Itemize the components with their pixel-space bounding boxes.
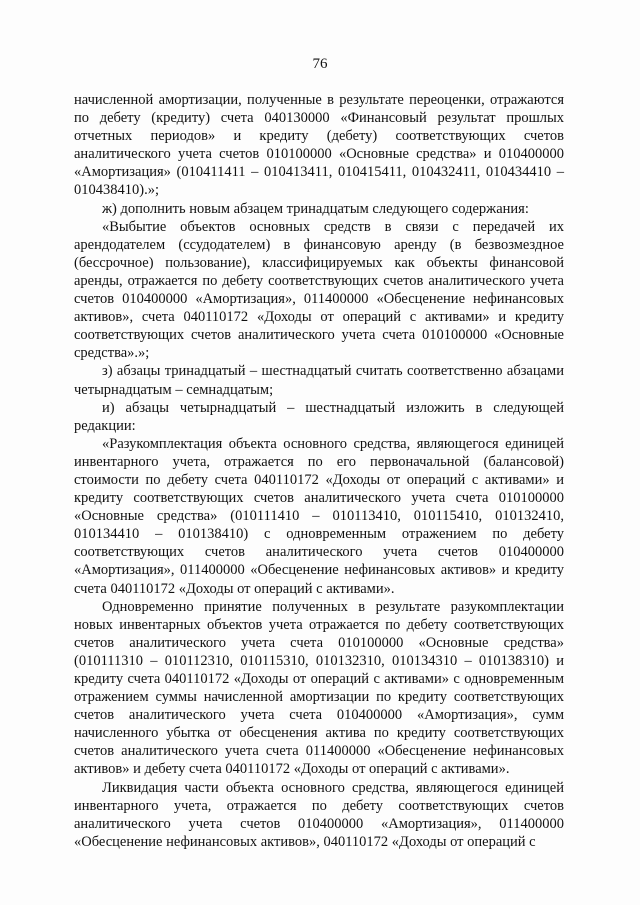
paragraph-quote-disposal: «Выбытие объектов основных средств в связи с передачей их арендодателем (ссудодателем) в финансовую аренду (в безвозмездное (бессрочное) пользование), классифицируемых как объекты финансовой аренды, отражается по дебету соответствующих счетов аналитического учета счетов 010400000 «Амортизация», 011400000 «Обесценение нефинансовых активов», счета 040110172 «Доходы от операций с активами» и кредиту соответствующих счетов аналитического учета счета 010100000 «Основные средства».»; [74, 218, 564, 362]
paragraph-simultaneous-acceptance: Одновременно принятие полученных в результате разукомплектации новых инвентарных объектов учета отражается по дебету соответствующих счетов аналитического учета счета 010100000 «Основные средства» (010111310 – 010112310, 010115310, 010132310, 010134310 – 010138310) и кредиту счета 040110172 «Доходы от операций с активами» с одновременным отражением суммы начисленной амортизации по кредиту соответствующих счетов аналитического учета счета 010400000 «Амортизация», сумм начисленного убытка от обесценения актива по кредиту соответствующих счетов аналитического учета счета 011400000 «Обесценение нефинансовых активов» и дебету счета 040110172 «Доходы от операций с активами». [74, 598, 564, 778]
paragraph-quote-disassembly: «Разукомплектация объекта основного средства, являющегося единицей инвентарного учета, отражается по его первоначальной (балансовой) стоимости по дебету счета 040110172 «Доходы от операций с активами» и кредиту соответствующих счетов аналитического учета счета 010100000 «Основные средства» (010111410 – 010113410, 010115410, 010132410, 010134410 – 010138410) с одновременным отражением по дебету соответствующих счетов аналитического учета счетов 010400000 «Амортизация», 011400000 «Обесценение нефинансовых активов» и кредиту счета 040110172 «Доходы от операций с активами». [74, 435, 564, 597]
paragraph-item-zh: ж) дополнить новым абзацем тринадцатым следующего содержания: [102, 200, 529, 217]
document-body [74, 91, 564, 851]
paragraph-item-z: з) абзацы тринадцатый – шестнадцатый считать соответственно абзацами четырнадцатым – семнадцатым; [74, 363, 564, 398]
paragraph-item-i: и) абзацы четырнадцатый – шестнадцатый изложить в следующей редакции: [74, 399, 564, 434]
paragraph-liquidation: Ликвидация части объекта основного средства, являющегося единицей инвентарного учета, отражается по дебету соответствующих счетов аналитического учета счетов 010400000 «Амортизация», 011400000 «Обесценение нефинансовых активов», 040110172 «Доходы от операций с [74, 779, 564, 850]
page-number: 76 [312, 56, 328, 72]
paragraph-continuation: начисленной амортизации, полученные в результате переоценки, отражаются по дебету (кредиту) счета 040130000 «Финансовый результат прошлых отчетных периодов» и кредиту (дебету) соответствующих счетов аналитического учета счетов 010100000 «Основные средства» и 010400000 «Амортизация» (010411411 – 010413411, 010415411, 010432411, 010434410 – 010438410).»; [74, 92, 564, 199]
